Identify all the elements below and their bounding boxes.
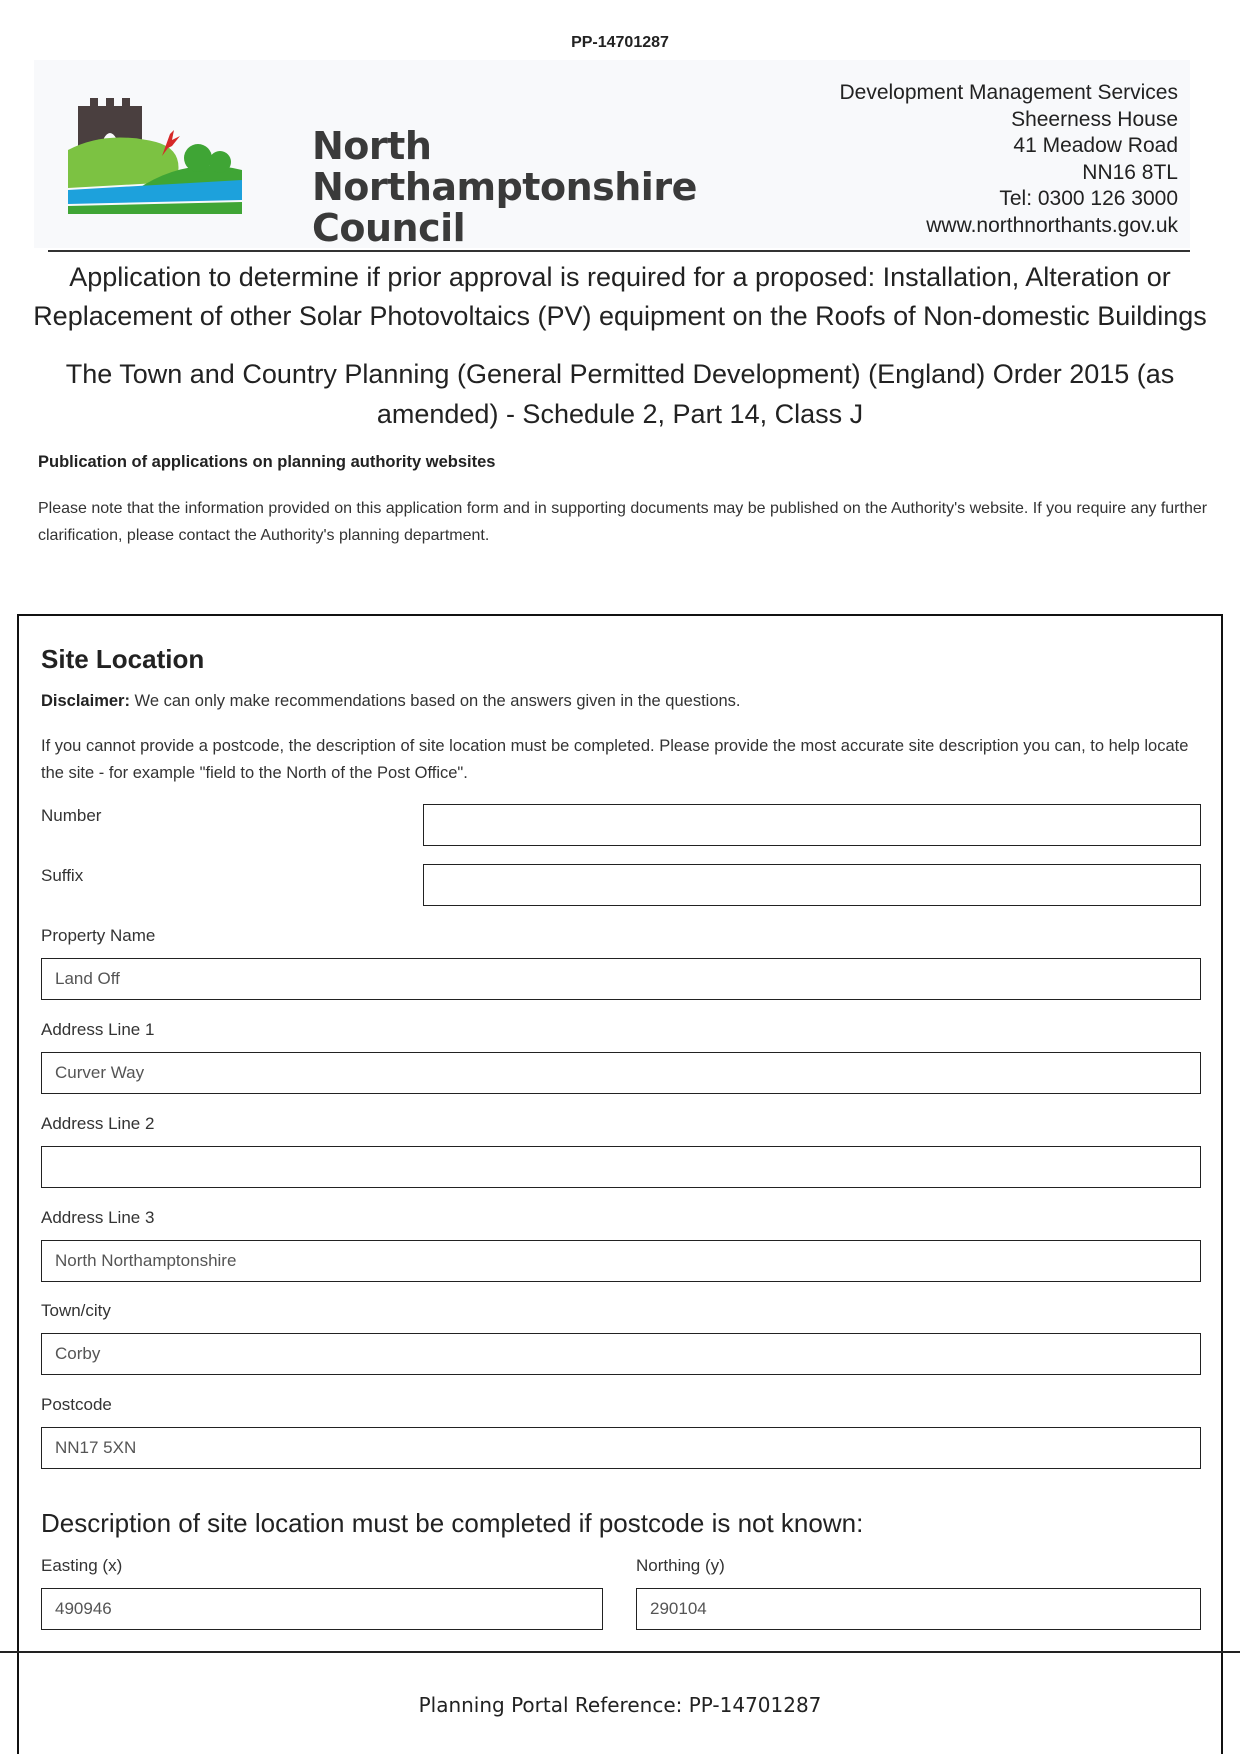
- address-line: Development Management Services: [839, 81, 1178, 104]
- northing-label: Northing (y): [636, 1556, 725, 1575]
- document-reference: PP-14701287: [571, 34, 669, 51]
- northing-field[interactable]: 290104: [636, 1588, 1201, 1630]
- council-header: [34, 60, 1190, 248]
- number-field[interactable]: [423, 804, 1201, 846]
- disclaimer-text: We can only make recommendations based on the answers given in the questions.: [129, 692, 741, 710]
- town-city-label: Town/city: [41, 1301, 111, 1320]
- address-line-1-field[interactable]: Curver Way: [41, 1052, 1201, 1094]
- address-line-2-field[interactable]: [41, 1146, 1201, 1188]
- easting-label: Easting (x): [41, 1556, 123, 1575]
- publication-heading: Publication of applications on planning authority websites: [38, 453, 496, 471]
- council-website-link[interactable]: www.northnorthants.gov.uk: [926, 213, 1178, 237]
- disclaimer-label: Disclaimer:: [41, 692, 130, 710]
- council-emblem-icon: [66, 90, 306, 220]
- postcode-label: Postcode: [41, 1395, 112, 1414]
- address-line-3-field[interactable]: North Northamptonshire: [41, 1240, 1201, 1282]
- suffix-field[interactable]: [423, 864, 1201, 906]
- council-name-line: Council: [312, 206, 466, 250]
- disclaimer: [41, 692, 741, 711]
- site-instructions: If you cannot provide a postcode, the description of site location must be completed. Please provide the most accurate site description you can, to help locate the site - for example "field to the North of the Post Office".: [41, 737, 1189, 782]
- council-name: [312, 126, 697, 249]
- property-name-field[interactable]: Land Off: [41, 958, 1201, 1000]
- footer-reference: Planning Portal Reference: PP-14701287: [418, 1693, 822, 1717]
- postcode-field[interactable]: NN17 5XN: [41, 1427, 1201, 1469]
- council-logo: [66, 90, 697, 250]
- description-heading: Description of site location must be completed if postcode is not known:: [41, 1508, 864, 1538]
- address-line: NN16 8TL: [1082, 160, 1178, 184]
- publication-notice: Please note that the information provided on this application form and in supporting documents may be published on the Authority's website. If you require any further clarification, please contact the Authority's planning department.: [38, 500, 1208, 544]
- section-title: Site Location: [41, 644, 205, 674]
- easting-field[interactable]: 490946: [41, 1588, 603, 1630]
- town-city-field[interactable]: Corby: [41, 1333, 1201, 1375]
- council-name-line: Northamptonshire: [312, 165, 697, 209]
- council-address: [839, 80, 1178, 239]
- address-line-2-label: Address Line 2: [41, 1114, 155, 1133]
- address-line: 41 Meadow Road: [1013, 134, 1178, 157]
- address-line-3-label: Address Line 3: [41, 1208, 155, 1227]
- address-line: Sheerness House: [1011, 107, 1178, 131]
- site-location-section: [17, 614, 1223, 1754]
- suffix-label: Suffix: [41, 866, 84, 885]
- address-line-1-label: Address Line 1: [41, 1020, 155, 1039]
- property-name-label: Property Name: [41, 926, 156, 945]
- number-label: Number: [41, 806, 102, 825]
- header-divider: [48, 250, 1190, 252]
- form-title: Application to determine if prior approval is required for a proposed: Installation, Alteration or Replacement of other Solar Photovoltaics (PV) equipment on the Roofs of Non-domestic Buildings: [33, 262, 1207, 331]
- page-break-line: [0, 1651, 1240, 1653]
- legislation-title: The Town and Country Planning (General Permitted Development) (England) Order 2015 (as amended) - Schedule 2, Part 14, Class J: [65, 359, 1175, 429]
- council-name-line: North: [312, 124, 432, 168]
- address-line: Tel: 0300 126 3000: [999, 187, 1178, 210]
